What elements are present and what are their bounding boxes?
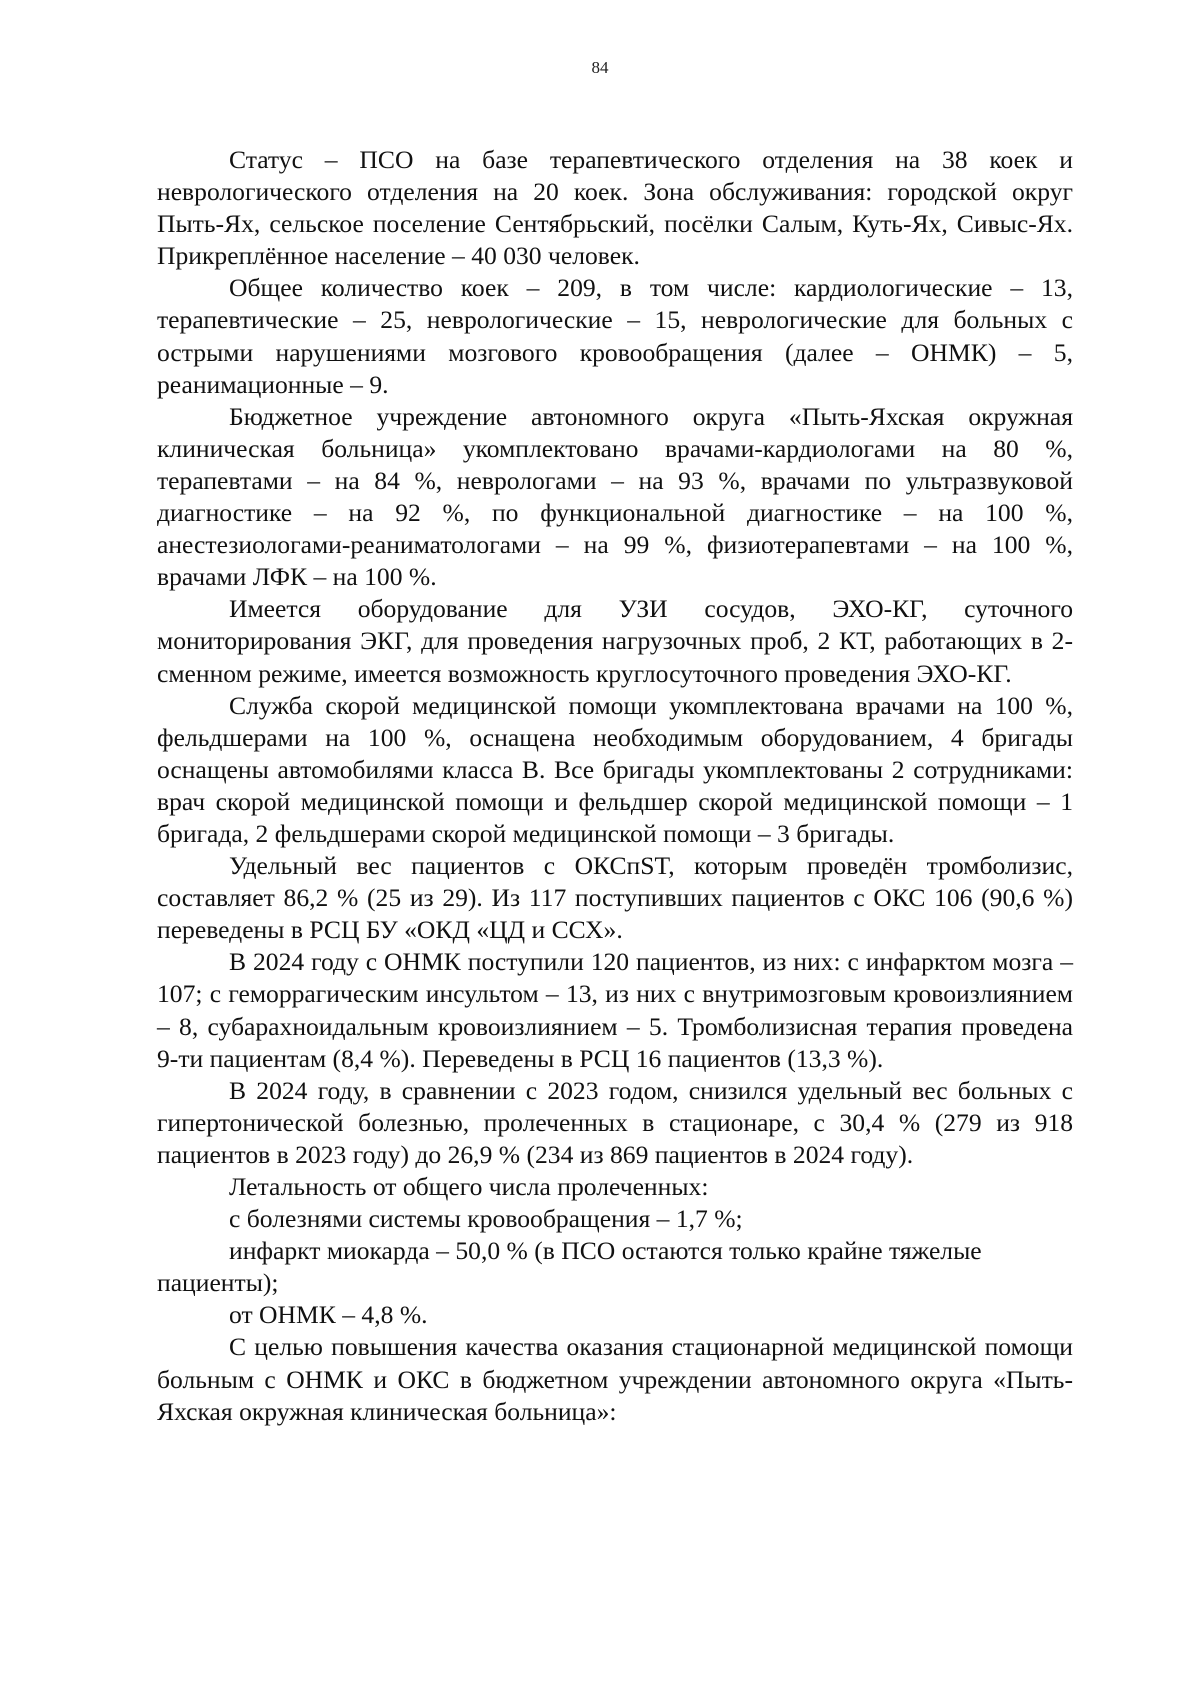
paragraph-mortality-circulatory: с болезнями системы кровообращения – 1,7 %; (229, 1204, 743, 1234)
paragraph-thrombolysis: Удельный вес пациентов с ОКСпST, которым проведён тромболизис, составляет 86,2 % (25 из 29). Из 117 поступивших пациентов с ОКС 106 (90,6 %) переведены в РСЦ БУ «ОКД «ЦД и ССХ». (157, 851, 1073, 945)
paragraph-hypertension: В 2024 году, в сравнении с 2023 годом, снизился удельный вес больных с гипертонической болезнью, пролеченных в стационаре, с 30,4 % (279 из 918 пациентов в 2023 году) до 26,9 % (234 из 869 пациентов в 2024 году). (157, 1075, 1073, 1169)
paragraph-quality-improvement: С целью повышения качества оказания стационарной медицинской помощи больным с ОНМК и ОКС в бюджетном учреждении автономного округа «Пыть-Яхская окружная клиническая больница»: (157, 1332, 1073, 1426)
paragraph-stroke: В 2024 году с ОНМК поступили 120 пациентов, из них: с инфарктом мозга – 107; с геморрагическим инсультом – 13, из них с внутримозговым кровоизлиянием – 8, субарахноидальным кровоизлиянием – 5. Тромболизисная терапия проведена 9-ти пациентам (8,4 %). Переведены в РСЦ 16 пациентов (13,3 %). (157, 947, 1073, 1073)
paragraph-mortality-infarction: инфаркт миокарда – 50,0 % (в ПСО остаются только крайне тяжелые пациенты); (157, 1236, 982, 1298)
paragraph-status: Статус – ПСО на базе терапевтического отделения на 38 коек и неврологического отделения на 20 коек. Зона обслуживания: городской округ Пыть-Ях, сельское поселение Сентябрьский, посёлки Салым, Куть-Ях, Сивыс-Ях. Прикреплённое население – 40 030 человек. (157, 145, 1073, 271)
document-body (157, 144, 1073, 1428)
paragraph-ambulance: Служба скорой медицинской помощи укомплектована врачами на 100 %, фельдшерами на 100 %, оснащена необходимым оборудованием, 4 бригады оснащены автомобилями класса В. Все бригады укомплектованы 2 сотрудниками: врач скорой медицинской помощи и фельдшер скорой медицинской помощи – 1 бригада, 2 фельдшерами скорой медицинской помощи – 3 бригады. (157, 690, 1073, 848)
paragraph-equipment: Имеется оборудование для УЗИ сосудов, ЭХО-КГ, суточного мониторирования ЭКГ, для проведения нагрузочных проб, 2 КТ, работающих в 2-сменном режиме, имеется возможность круглосуточного проведения ЭХО-КГ. (157, 594, 1073, 688)
paragraph-mortality-heading: Летальность от общего числа пролеченных: (229, 1172, 709, 1201)
page-number: 84 (591, 58, 609, 77)
paragraph-mortality-stroke: от ОНМК – 4,8 %. (229, 1300, 428, 1330)
paragraph-staffing: Бюджетное учреждение автономного округа «Пыть-Яхская окружная клиническая больница» укомплектовано врачами-кардиологами на 80 %, терапевтами – на 84 %, неврологами – на 93 %, врачами по ультразвуковой диагностике – на 92 %, по функциональной диагностике – на 100 %, анестезиологами-реаниматологами – на 99 %, физиотерапевтами – на 100 %, врачами ЛФК – на 100 %. (157, 401, 1073, 592)
paragraph-beds: Общее количество коек – 209, в том числе: кардиологические – 13, терапевтические – 25, неврологические – 15, неврологические для больных с острыми нарушениями мозгового кровообращения (далее – ОНМК) – 5, реанимационные – 9. (157, 273, 1073, 399)
